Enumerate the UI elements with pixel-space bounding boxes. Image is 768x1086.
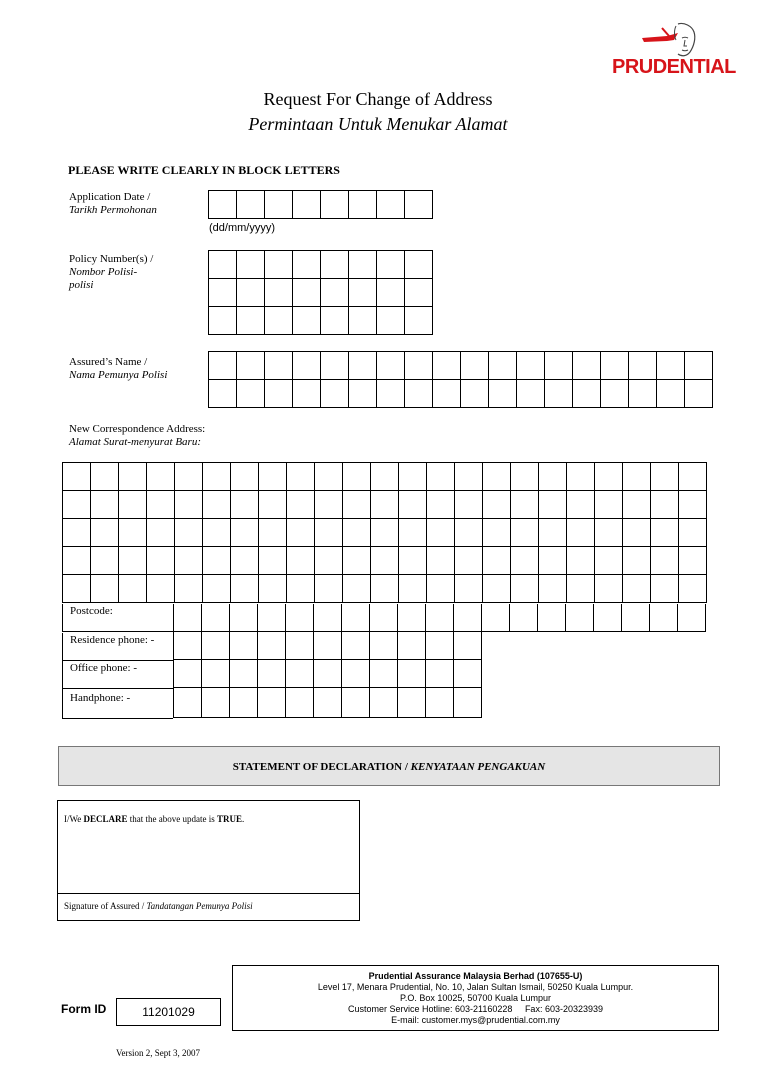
input-box[interactable] (203, 547, 231, 575)
input-box[interactable] (237, 279, 265, 307)
input-box[interactable] (258, 660, 286, 688)
input-box[interactable] (119, 463, 147, 491)
input-box[interactable] (517, 352, 545, 380)
input-box[interactable] (426, 688, 454, 718)
input-box[interactable] (258, 604, 286, 632)
input-box[interactable] (623, 491, 651, 519)
input-box[interactable] (405, 251, 433, 279)
signature-area[interactable] (58, 893, 359, 921)
input-box[interactable] (455, 575, 483, 603)
input-box[interactable] (314, 604, 342, 632)
signature-label-en: Signature of Assured / (64, 901, 145, 911)
input-box[interactable] (343, 519, 371, 547)
input-box[interactable] (399, 547, 427, 575)
input-box[interactable] (482, 604, 510, 632)
input-box[interactable] (265, 191, 293, 219)
input-box[interactable] (202, 632, 230, 660)
application-date-boxes[interactable] (208, 190, 433, 219)
input-box[interactable] (595, 547, 623, 575)
input-box[interactable] (657, 352, 685, 380)
input-box[interactable] (454, 604, 482, 632)
declaration-heading-ms: KENYATAAN PENGAKUAN (410, 761, 546, 773)
input-box[interactable] (203, 491, 231, 519)
logo-face-icon (612, 20, 737, 60)
input-box[interactable] (286, 688, 314, 718)
input-box[interactable] (265, 307, 293, 335)
office-phone-label: Office phone: - (70, 662, 137, 674)
company-name: Prudential Assurance Malaysia Berhad (107655-U) (368, 971, 583, 981)
input-box[interactable] (293, 279, 321, 307)
input-box[interactable] (265, 251, 293, 279)
input-box[interactable] (147, 463, 175, 491)
input-box[interactable] (405, 279, 433, 307)
input-box[interactable] (231, 463, 259, 491)
company-address-2: P.O. Box 10025, 50700 Kuala Lumpur (400, 993, 551, 1003)
input-box[interactable] (119, 491, 147, 519)
residence-phone-boxes[interactable] (173, 632, 482, 660)
input-box[interactable] (511, 491, 539, 519)
input-box[interactable] (63, 463, 91, 491)
input-box[interactable] (203, 463, 231, 491)
input-box[interactable] (209, 352, 237, 380)
version-text: Version 2, Sept 3, 2007 (116, 1048, 200, 1058)
company-email: E-mail: customer.mys@prudential.com.my (391, 1015, 560, 1025)
input-box[interactable] (679, 463, 707, 491)
prudential-logo (612, 20, 737, 80)
input-box[interactable] (679, 575, 707, 603)
form-title-en: Request For Change of Address (263, 89, 493, 109)
input-box[interactable] (321, 251, 349, 279)
input-box[interactable] (567, 463, 595, 491)
input-box[interactable] (63, 575, 91, 603)
input-box[interactable] (517, 380, 545, 408)
input-box[interactable] (209, 380, 237, 408)
input-box[interactable] (657, 380, 685, 408)
input-box[interactable] (209, 191, 237, 219)
address-boxes[interactable] (62, 462, 707, 603)
input-box[interactable] (595, 575, 623, 603)
input-box[interactable] (685, 352, 713, 380)
input-box[interactable] (342, 688, 370, 718)
input-box[interactable] (539, 463, 567, 491)
input-box[interactable] (321, 352, 349, 380)
input-box[interactable] (489, 352, 517, 380)
input-box[interactable] (455, 519, 483, 547)
input-box[interactable] (427, 463, 455, 491)
policy-number-boxes[interactable] (208, 250, 433, 335)
input-box[interactable] (174, 688, 202, 718)
input-box[interactable] (399, 491, 427, 519)
input-box[interactable] (147, 519, 175, 547)
input-box[interactable] (511, 575, 539, 603)
declaration-statement: I/We DECLARE that the above update is TRUE. (64, 814, 245, 824)
input-box[interactable] (315, 463, 343, 491)
application-date-label: Application Date / Tarikh Permohonan (69, 191, 157, 216)
input-box[interactable] (209, 279, 237, 307)
input-box[interactable] (371, 463, 399, 491)
input-box[interactable] (651, 547, 679, 575)
input-box[interactable] (511, 547, 539, 575)
input-box[interactable] (147, 491, 175, 519)
input-box[interactable] (622, 604, 650, 632)
input-box[interactable] (377, 191, 405, 219)
input-box[interactable] (293, 191, 321, 219)
input-box[interactable] (651, 575, 679, 603)
input-box[interactable] (595, 463, 623, 491)
input-box[interactable] (175, 491, 203, 519)
company-info-box (232, 965, 719, 1031)
office-phone-label-cell (62, 661, 173, 689)
input-box[interactable] (349, 307, 377, 335)
input-box[interactable] (377, 352, 405, 380)
input-box[interactable] (651, 463, 679, 491)
input-box[interactable] (595, 491, 623, 519)
input-box[interactable] (209, 251, 237, 279)
input-box[interactable] (489, 380, 517, 408)
company-address-1: Level 17, Menara Prudential, No. 10, Jalan Sultan Ismail, 50250 Kuala Lumpur. (317, 982, 634, 992)
input-box[interactable] (371, 547, 399, 575)
form-id-label: Form ID (61, 1002, 107, 1016)
input-box[interactable] (321, 279, 349, 307)
input-box[interactable] (202, 688, 230, 718)
input-box[interactable] (573, 380, 601, 408)
input-box[interactable] (426, 660, 454, 688)
input-box[interactable] (679, 547, 707, 575)
declaration-box (57, 800, 360, 921)
input-box[interactable] (91, 575, 119, 603)
input-box[interactable] (265, 380, 293, 408)
policy-number-label: Policy Number(s) / Nombor Polisi- polisi (69, 253, 154, 291)
input-box[interactable] (405, 307, 433, 335)
input-box[interactable] (483, 575, 511, 603)
input-box[interactable] (286, 660, 314, 688)
input-box[interactable] (573, 352, 601, 380)
input-box[interactable] (342, 632, 370, 660)
input-box[interactable] (259, 491, 287, 519)
input-box[interactable] (349, 380, 377, 408)
input-box[interactable] (259, 575, 287, 603)
input-box[interactable] (461, 352, 489, 380)
input-box[interactable] (230, 660, 258, 688)
input-box[interactable] (237, 307, 265, 335)
input-box[interactable] (287, 463, 315, 491)
input-box[interactable] (601, 352, 629, 380)
input-box[interactable] (203, 519, 231, 547)
input-box[interactable] (91, 491, 119, 519)
input-box[interactable] (231, 491, 259, 519)
input-box[interactable] (287, 519, 315, 547)
input-box[interactable] (119, 547, 147, 575)
instruction-text: PLEASE WRITE CLEARLY IN BLOCK LETTERS (68, 163, 340, 177)
input-box[interactable] (595, 519, 623, 547)
input-box[interactable] (315, 519, 343, 547)
input-box[interactable] (426, 632, 454, 660)
input-box[interactable] (399, 519, 427, 547)
input-box[interactable] (370, 660, 398, 688)
input-box[interactable] (202, 604, 230, 632)
input-box[interactable] (511, 519, 539, 547)
handphone-label-cell (62, 689, 173, 719)
input-box[interactable] (349, 352, 377, 380)
input-box[interactable] (202, 660, 230, 688)
input-box[interactable] (342, 604, 370, 632)
input-box[interactable] (601, 380, 629, 408)
input-box[interactable] (398, 660, 426, 688)
input-box[interactable] (314, 688, 342, 718)
input-box[interactable] (259, 519, 287, 547)
input-box[interactable] (651, 519, 679, 547)
input-box[interactable] (678, 604, 706, 632)
input-box[interactable] (566, 604, 594, 632)
input-box[interactable] (349, 279, 377, 307)
input-box[interactable] (371, 519, 399, 547)
input-box[interactable] (679, 491, 707, 519)
input-box[interactable] (679, 519, 707, 547)
input-box[interactable] (545, 380, 573, 408)
input-box[interactable] (286, 632, 314, 660)
residence-phone-label: Residence phone: - (70, 634, 155, 646)
input-box[interactable] (427, 575, 455, 603)
input-box[interactable] (371, 575, 399, 603)
input-box[interactable] (567, 519, 595, 547)
input-box[interactable] (147, 575, 175, 603)
input-box[interactable] (623, 463, 651, 491)
input-box[interactable] (377, 279, 405, 307)
input-box[interactable] (567, 575, 595, 603)
input-box[interactable] (370, 688, 398, 718)
input-box[interactable] (315, 575, 343, 603)
input-box[interactable] (349, 191, 377, 219)
input-box[interactable] (175, 519, 203, 547)
input-box[interactable] (315, 547, 343, 575)
input-box[interactable] (209, 307, 237, 335)
input-box[interactable] (231, 519, 259, 547)
input-box[interactable] (343, 491, 371, 519)
input-box[interactable] (342, 660, 370, 688)
input-box[interactable] (259, 547, 287, 575)
input-box[interactable] (237, 251, 265, 279)
office-phone-boxes[interactable] (173, 660, 482, 688)
input-box[interactable] (405, 191, 433, 219)
input-box[interactable] (623, 519, 651, 547)
input-box[interactable] (539, 547, 567, 575)
input-box[interactable] (461, 380, 489, 408)
input-box[interactable] (265, 279, 293, 307)
input-box[interactable] (314, 632, 342, 660)
input-box[interactable] (483, 547, 511, 575)
input-box[interactable] (175, 463, 203, 491)
input-box[interactable] (258, 688, 286, 718)
input-box[interactable] (258, 632, 286, 660)
input-box[interactable] (433, 352, 461, 380)
input-box[interactable] (685, 380, 713, 408)
input-box[interactable] (343, 575, 371, 603)
input-box[interactable] (594, 604, 622, 632)
signature-label-ms: Tandatangan Pemunya Polisi (146, 901, 253, 911)
input-box[interactable] (349, 251, 377, 279)
input-box[interactable] (623, 575, 651, 603)
input-box[interactable] (539, 575, 567, 603)
input-box[interactable] (287, 491, 315, 519)
input-box[interactable] (174, 604, 202, 632)
input-box[interactable] (370, 604, 398, 632)
input-box[interactable] (483, 491, 511, 519)
input-box[interactable] (231, 547, 259, 575)
input-box[interactable] (321, 307, 349, 335)
input-box[interactable] (455, 547, 483, 575)
input-box[interactable] (454, 660, 482, 688)
input-box[interactable] (371, 491, 399, 519)
input-box[interactable] (287, 547, 315, 575)
residence-phone-label-cell (62, 633, 173, 661)
assured-name-boxes[interactable] (208, 351, 713, 408)
input-box[interactable] (230, 604, 258, 632)
postcode-label: Postcode: (70, 605, 113, 617)
input-box[interactable] (63, 491, 91, 519)
input-box[interactable] (545, 352, 573, 380)
input-box[interactable] (427, 547, 455, 575)
input-box[interactable] (651, 491, 679, 519)
handphone-label: Handphone: - (70, 692, 131, 704)
input-box[interactable] (343, 547, 371, 575)
input-box[interactable] (119, 575, 147, 603)
input-box[interactable] (539, 519, 567, 547)
input-box[interactable] (63, 547, 91, 575)
input-box[interactable] (399, 575, 427, 603)
input-box[interactable] (539, 491, 567, 519)
input-box[interactable] (231, 575, 259, 603)
input-box[interactable] (567, 491, 595, 519)
input-box[interactable] (230, 632, 258, 660)
input-box[interactable] (405, 352, 433, 380)
input-box[interactable] (175, 547, 203, 575)
postcode-boxes[interactable] (173, 604, 706, 632)
input-box[interactable] (315, 491, 343, 519)
input-box[interactable] (433, 380, 461, 408)
input-box[interactable] (147, 547, 175, 575)
input-box[interactable] (259, 463, 287, 491)
assured-name-label: Assured’s Name / Nama Pemunya Polisi (69, 356, 168, 381)
input-box[interactable] (405, 380, 433, 408)
company-contact: Customer Service Hotline: 603-21160228 Fax: 603-20323939 (347, 1004, 603, 1014)
input-box[interactable] (377, 251, 405, 279)
input-box[interactable] (455, 463, 483, 491)
input-box[interactable] (398, 688, 426, 718)
input-box[interactable] (377, 380, 405, 408)
form-id-value: 11201029 (142, 1005, 195, 1019)
input-box[interactable] (230, 688, 258, 718)
address-label: New Correspondence Address: Alamat Surat-menyurat Baru: (69, 423, 206, 448)
input-box[interactable] (427, 491, 455, 519)
input-box[interactable] (237, 352, 265, 380)
input-box[interactable] (567, 547, 595, 575)
input-box[interactable] (629, 352, 657, 380)
declaration-heading-en: STATEMENT OF DECLARATION / (232, 761, 408, 773)
input-box[interactable] (293, 251, 321, 279)
input-box[interactable] (538, 604, 566, 632)
input-box[interactable] (370, 632, 398, 660)
declaration-heading-bar (58, 746, 720, 786)
postcode-label-cell (62, 604, 173, 632)
input-box[interactable] (91, 463, 119, 491)
input-box[interactable] (455, 491, 483, 519)
input-box[interactable] (377, 307, 405, 335)
input-box[interactable] (427, 519, 455, 547)
handphone-boxes[interactable] (173, 688, 482, 718)
input-box[interactable] (63, 519, 91, 547)
input-box[interactable] (511, 463, 539, 491)
input-box[interactable] (237, 191, 265, 219)
form-title-ms: Permintaan Untuk Menukar Alamat (248, 114, 508, 134)
input-box[interactable] (314, 660, 342, 688)
input-box[interactable] (293, 380, 321, 408)
input-box[interactable] (483, 463, 511, 491)
input-box[interactable] (293, 352, 321, 380)
input-box[interactable] (483, 519, 511, 547)
input-box[interactable] (119, 519, 147, 547)
input-box[interactable] (91, 547, 119, 575)
input-box[interactable] (174, 632, 202, 660)
input-box[interactable] (237, 380, 265, 408)
input-box[interactable] (203, 575, 231, 603)
input-box[interactable] (174, 660, 202, 688)
input-box[interactable] (293, 307, 321, 335)
input-box[interactable] (287, 575, 315, 603)
input-box[interactable] (426, 604, 454, 632)
input-box[interactable] (510, 604, 538, 632)
form-id-box (116, 998, 221, 1026)
input-box[interactable] (398, 604, 426, 632)
logo-wordmark: PRUDENTIAL (612, 56, 736, 78)
input-box[interactable] (399, 463, 427, 491)
input-box[interactable] (398, 632, 426, 660)
input-box[interactable] (91, 519, 119, 547)
input-box[interactable] (454, 632, 482, 660)
date-format-hint: (dd/mm/yyyy) (209, 222, 275, 234)
input-box[interactable] (454, 688, 482, 718)
input-box[interactable] (629, 380, 657, 408)
input-box[interactable] (343, 463, 371, 491)
input-box[interactable] (175, 575, 203, 603)
input-box[interactable] (623, 547, 651, 575)
input-box[interactable] (321, 191, 349, 219)
input-box[interactable] (650, 604, 678, 632)
input-box[interactable] (286, 604, 314, 632)
input-box[interactable] (321, 380, 349, 408)
input-box[interactable] (265, 352, 293, 380)
